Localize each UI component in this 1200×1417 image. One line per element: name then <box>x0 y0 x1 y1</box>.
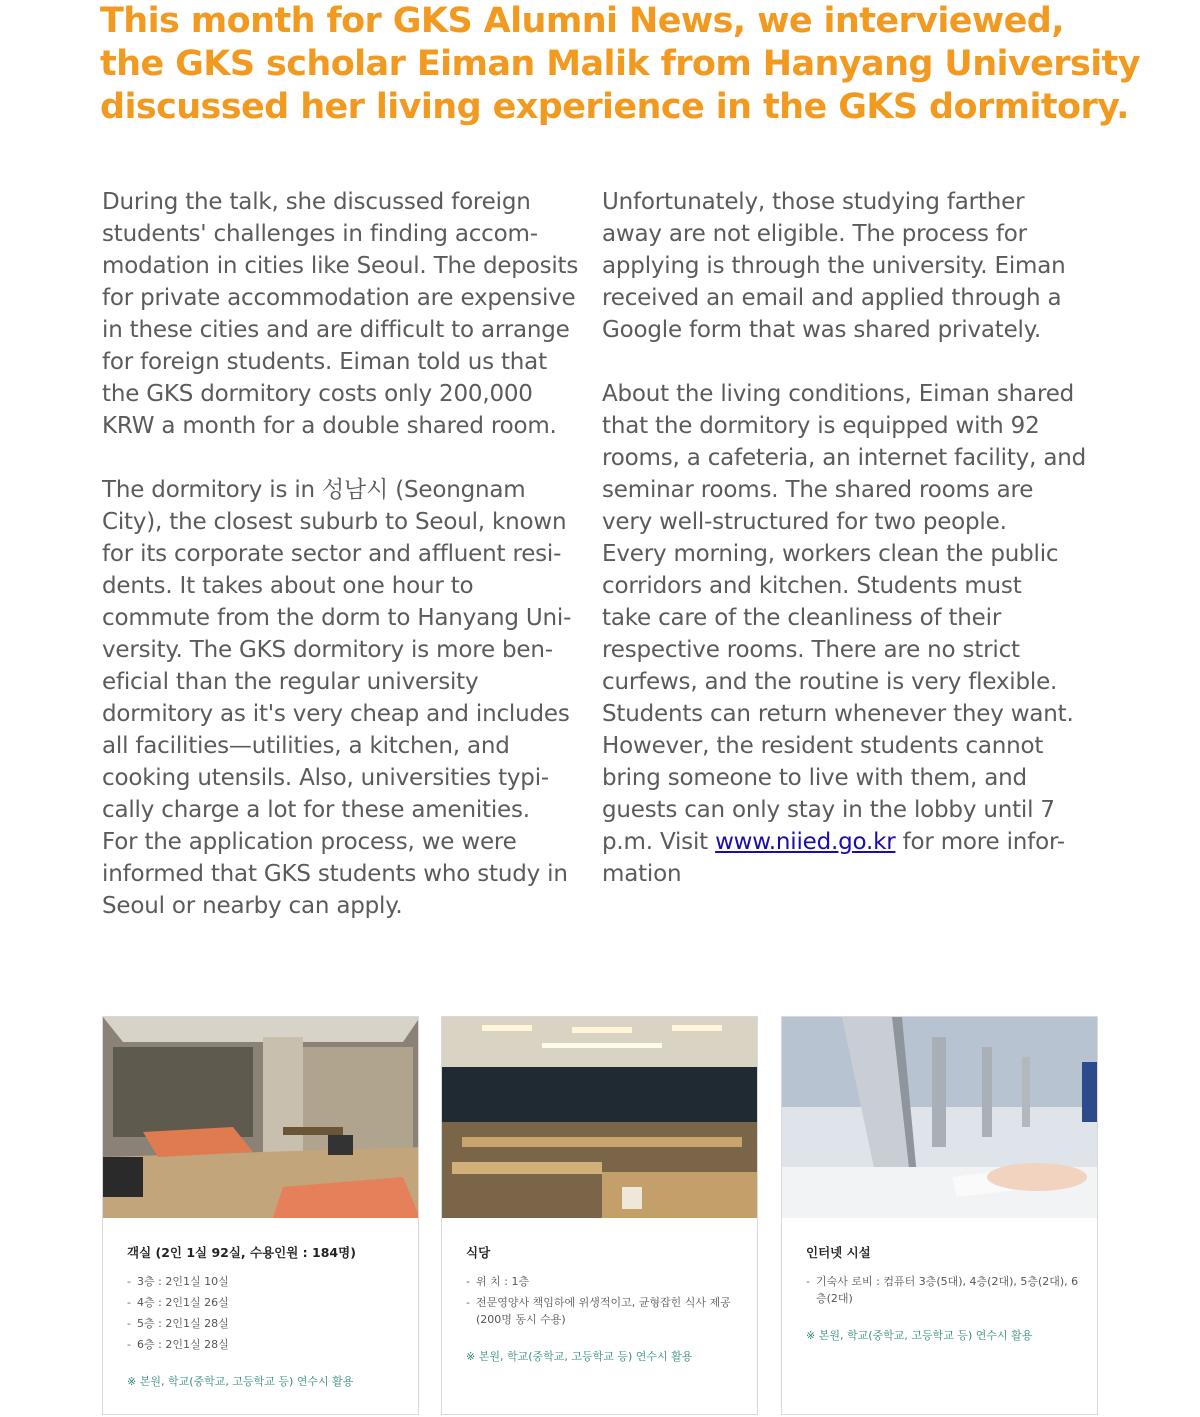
text-line: For the application process, we were <box>102 829 517 855</box>
text-line: take care of the cleanliness of their <box>602 605 1002 631</box>
paragraph <box>102 186 592 442</box>
text-line: informed that GKS students who study in <box>102 861 568 887</box>
computer-lab-photo <box>782 1017 1098 1218</box>
list-item: - 위 치 : 1층 <box>466 1273 743 1290</box>
headline-line: the GKS scholar Eiman Malik from Hanyang University <box>100 44 1140 84</box>
cafeteria-photo <box>442 1017 758 1218</box>
text-line: Unfortunately, those studying farther <box>602 189 1025 215</box>
text-line: bring someone to live with them, and <box>602 765 1027 791</box>
list-item: - 3층 : 2인1실 10실 <box>127 1273 404 1290</box>
right-text-column <box>602 186 1092 890</box>
text-line: applying is through the university. Eiman <box>602 253 1066 279</box>
text-line: modation in cities like Seoul. The deposits <box>102 253 579 279</box>
text-line: eficial than the regular university <box>102 669 479 695</box>
card-list <box>806 1273 1083 1307</box>
list-item: - 기숙사 로비 : 컴퓨터 3층(5대), 4층(2대), 5층(2대), 6층(2대) <box>806 1273 1083 1307</box>
card-title: 식당 <box>466 1245 491 1260</box>
text-line: for foreign students. Eiman told us that <box>102 349 547 375</box>
card-note: ※ 본원, 학교(중학교, 고등학교 등) 연수시 활용 <box>466 1350 693 1363</box>
text-line: cooking utensils. Also, universities typi- <box>102 765 549 791</box>
text-line: respective rooms. There are no strict <box>602 637 1020 663</box>
visit-prefix: p.m. Visit <box>602 829 716 855</box>
text-line: all facilities—utilities, a kitchen, and <box>102 733 510 759</box>
internet-card <box>781 1016 1098 1415</box>
text-line: KRW a month for a double shared room. <box>102 413 557 439</box>
text-line: for private accommodation are expensive <box>102 285 576 311</box>
text-line: During the talk, she discussed foreign <box>102 189 531 215</box>
card-title: 인터넷 시설 <box>806 1245 871 1260</box>
card-list <box>466 1273 743 1328</box>
paragraph <box>102 474 592 922</box>
headline-line: discussed her living experience in the GKS dormitory. <box>100 87 1129 127</box>
text-line: Students can return whenever they want. <box>602 701 1074 727</box>
text-line: dormitory as it's very cheap and includes <box>102 701 570 727</box>
text-line: rooms, a cafeteria, an internet facility, and <box>602 445 1086 471</box>
card-note: ※ 본원, 학교(중학교, 고등학교 등) 연수시 활용 <box>127 1375 354 1388</box>
text-line: very well-structured for two people. <box>602 509 1007 535</box>
room-card <box>102 1016 419 1415</box>
text-line: dents. It takes about one hour to <box>102 573 474 599</box>
card-title: 객실 (2인 1실 92실, 수용인원 : 184명) <box>127 1245 356 1260</box>
text-line: that the dormitory is equipped with 92 <box>602 413 1040 439</box>
text-line: commute from the dorm to Hanyang Uni- <box>102 605 572 631</box>
left-text-column <box>102 186 592 922</box>
text-line: However, the resident students cannot <box>602 733 1044 759</box>
headline <box>100 0 1160 129</box>
paragraph <box>602 378 1092 890</box>
text-line: away are not eligible. The process for <box>602 221 1027 247</box>
list-item: - 4층 : 2인1실 26실 <box>127 1294 404 1311</box>
text-line: The dormitory is in 성남시 (Seongnam <box>102 477 526 503</box>
text-line: Google form that was shared privately. <box>602 317 1041 343</box>
cafeteria-card <box>441 1016 758 1415</box>
dorm-room-photo <box>103 1017 419 1218</box>
list-item: - 6층 : 2인1실 28실 <box>127 1336 404 1353</box>
text-line: mation <box>602 861 682 887</box>
text-line: students' challenges in finding accom- <box>102 221 538 247</box>
text-line: curfews, and the routine is very flexible. <box>602 669 1058 695</box>
text-line: seminar rooms. The shared rooms are <box>602 477 1034 503</box>
text-line: received an email and applied through a <box>602 285 1062 311</box>
headline-line: This month for GKS Alumni News, we interviewed, <box>100 1 1064 41</box>
text-line: the GKS dormitory costs only 200,000 <box>102 381 533 407</box>
text-line: Every morning, workers clean the public <box>602 541 1059 567</box>
card-note: ※ 본원, 학교(중학교, 고등학교 등) 연수시 활용 <box>806 1329 1033 1342</box>
text-line: guests can only stay in the lobby until 7 <box>602 797 1055 823</box>
text-line: About the living conditions, Eiman shared <box>602 381 1075 407</box>
text-line: City), the closest suburb to Seoul, known <box>102 509 567 535</box>
text-line: for its corporate sector and affluent resi- <box>102 541 562 567</box>
text-line-with-link <box>602 826 1092 858</box>
text-line: versity. The GKS dormitory is more ben- <box>102 637 553 663</box>
text-line: cally charge a lot for these amenities. <box>102 797 530 823</box>
paragraph <box>602 186 1092 346</box>
text-line: in these cities and are difficult to arrange <box>102 317 570 343</box>
visit-suffix: for more infor- <box>895 829 1065 855</box>
card-list <box>127 1273 404 1353</box>
list-item: - 5층 : 2인1실 28실 <box>127 1315 404 1332</box>
text-line: corridors and kitchen. Students must <box>602 573 1022 599</box>
text-line: Seoul or nearby can apply. <box>102 893 403 919</box>
list-item: - 전문영양사 책임하에 위생적이고, 균형잡힌 식사 제공 (200명 동시 수용) <box>466 1294 743 1328</box>
niied-link[interactable]: www.niied.go.kr <box>715 829 896 855</box>
